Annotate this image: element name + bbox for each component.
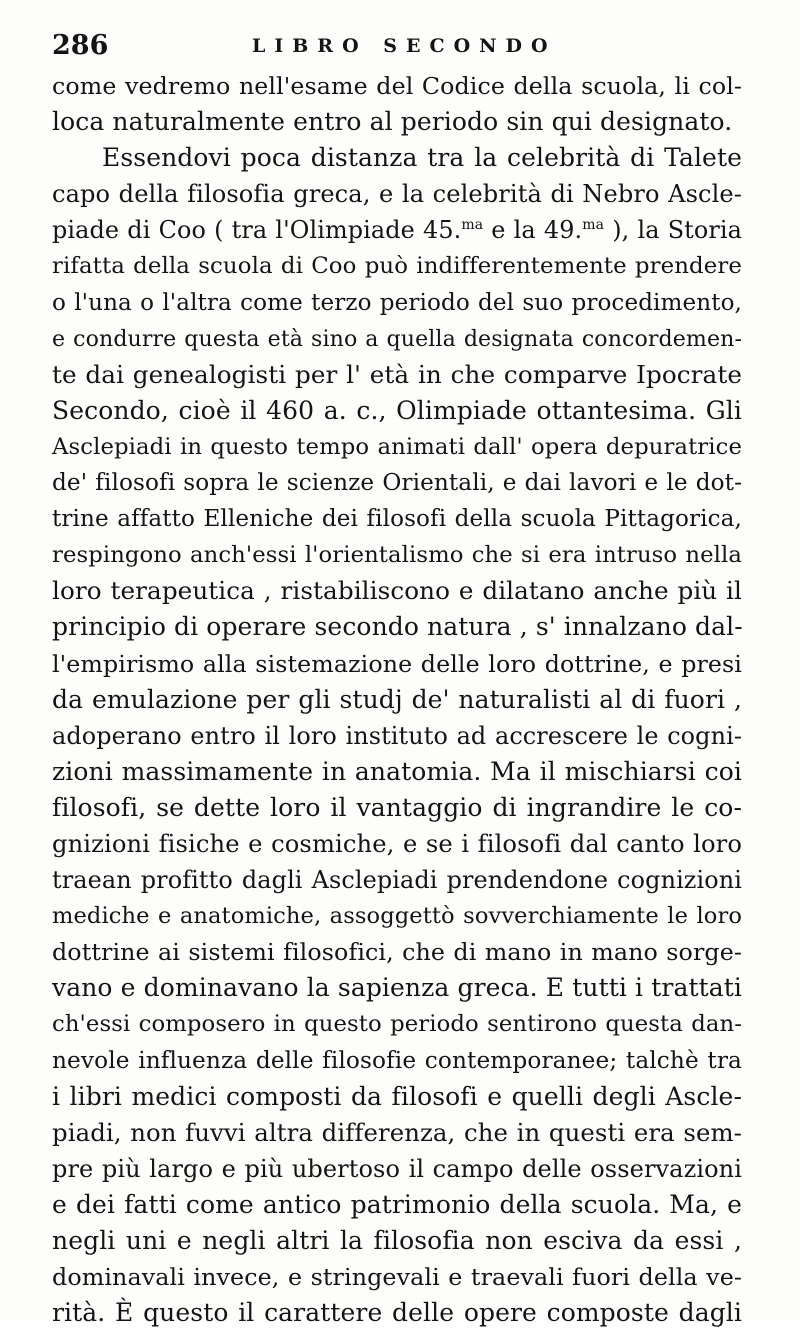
text-line: e condurre questa età sino a quella designata concordemen-	[52, 325, 742, 352]
text-line: rità. È questo il carattere delle opere composte dagli	[52, 1298, 742, 1328]
body-text	[52, 68, 742, 1331]
text-line: filosofi, se dette loro il vantaggio di ingrandire le co-	[52, 792, 742, 822]
page-number: 286	[52, 30, 109, 61]
text-line: adoperano entro il loro instituto ad accrescere le cogni-	[52, 721, 742, 750]
text-line: vano e dominavano la sapienza greca. E tutti i trattati	[52, 973, 742, 1003]
text-line: dominavali invece, e stringevali e traevali fuori della ve-	[52, 1263, 742, 1292]
running-title: LIBRO SECONDO	[252, 35, 557, 57]
text-line: de' filosofi sopra le scienze Orientali, e dai lavori e le dot-	[52, 469, 742, 497]
text-line: e dei fatti come antico patrimonio della scuola. Ma, e	[52, 1189, 742, 1219]
text-line: dottrine ai sistemi filosofici, che di mano in mano sorge-	[52, 938, 742, 967]
text-line: pre più largo e più ubertoso il campo delle osservazioni	[52, 1154, 742, 1183]
text-line	[52, 212, 742, 248]
text-line: mediche e anatomiche, assoggettò sovverchiamente le loro	[52, 903, 742, 930]
text-fragment: piade di Coo ( tra l'Olimpiade 45.	[52, 216, 462, 245]
text-line: come vedremo nell'esame del Codice della scuola, li col-	[52, 72, 742, 100]
text-line: trine affatto Elleniche dei filosofi della scuola Pittagorica,	[52, 506, 742, 533]
text-line: Asclepiadi in questo tempo animati dall' opera depuratrice	[52, 433, 742, 460]
text-line: te dai genealogisti per l' età in che comparve Ipocrate	[52, 359, 742, 389]
running-head	[52, 28, 742, 64]
text-line: negli uni e negli altri la filosofia non esciva da essi ,	[52, 1226, 742, 1255]
text-line: loro terapeutica , ristabiliscono e dilatano anche più il	[52, 576, 742, 606]
text-line: l'empirismo alla sistemazione delle loro dottrine, e presi	[52, 649, 742, 678]
text-fragment: e la 49.	[483, 216, 583, 245]
text-line: respingono anch'essi l'orientalismo che si era intruso nella	[52, 542, 742, 569]
superscript: ma	[582, 217, 605, 234]
text-line: nevole influenza delle filosofie contemporanee; talchè tra	[52, 1046, 742, 1074]
text-line: gnizioni fisiche e cosmiche, e se i filosofi dal canto loro	[52, 829, 742, 858]
text-line: zioni massimamente in anatomia. Ma il mischiarsi coi	[52, 756, 742, 786]
text-line: capo della filosofia greca, e la celebrità di Nebro Ascle-	[52, 180, 742, 209]
text-line: principio di operare secondo natura , s' innalzano dal-	[52, 612, 743, 642]
text-line: da emulazione per gli studj de' naturalisti al di fuori ,	[52, 684, 742, 714]
text-line: o l'una o l'altra come terzo periodo del suo procedimento,	[52, 289, 742, 316]
text-line: loca naturalmente entro al periodo sin qui designato.	[52, 107, 733, 137]
text-line: i libri medici composti da filosofi e quelli degli Ascle-	[52, 1081, 742, 1111]
superscript: ma	[461, 217, 484, 234]
text-line: rifatta della scuola di Coo può indifferentemente prendere	[52, 253, 742, 280]
text-line: traean profitto dagli Asclepiadi prendendone cognizioni	[52, 866, 742, 895]
text-fragment: ), la Storia	[604, 216, 743, 245]
text-line: piadi, non fuvvi altra differenza, che in questi era sem-	[52, 1117, 742, 1147]
text-line: Essendovi poca distanza tra la celebrità di Talete	[102, 143, 742, 173]
text-line: ch'essi composero in questo periodo sentirono questa dan-	[52, 1011, 742, 1038]
text-line: Secondo, cioè il 460 a. c., Olimpiade ottantesima. Gli	[52, 395, 742, 425]
